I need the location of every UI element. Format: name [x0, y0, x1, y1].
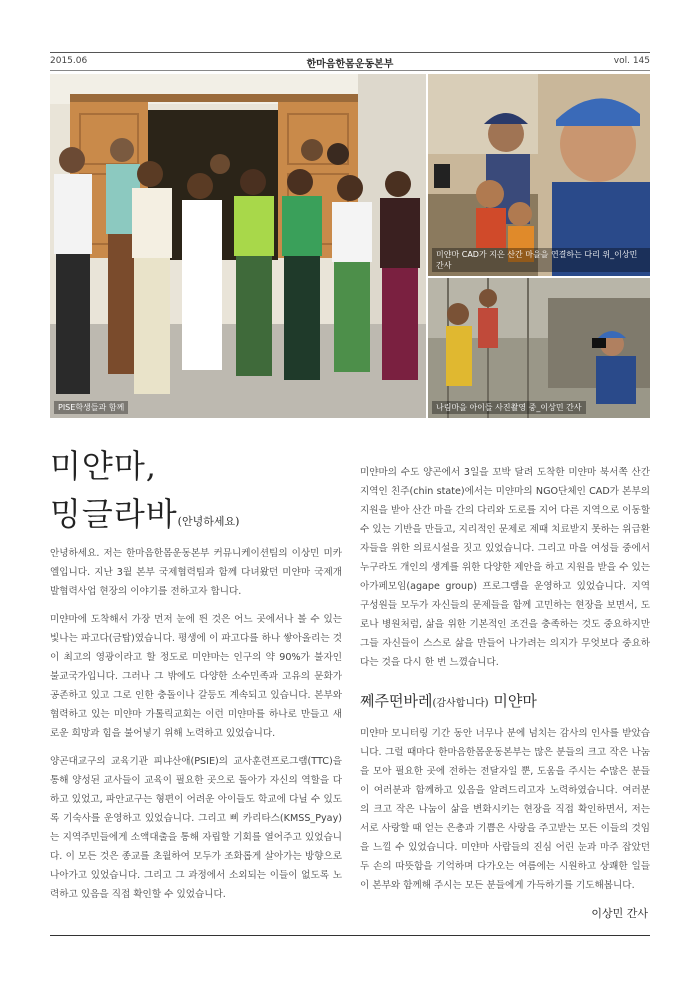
village-photo-illustration: [428, 278, 650, 418]
author-signature: 이상민 간사: [591, 907, 648, 920]
section-heading-main: 쩨주떤바레: [360, 692, 433, 710]
issue-volume: vol. 145: [613, 56, 650, 66]
group-photo-caption: PISE학생들과 함께: [54, 401, 128, 414]
page-header: [50, 52, 650, 70]
paragraph: 안녕하세요. 저는 한마음한몸운동본부 커뮤니케이션팀의 이상민 미카엘입니다. 지난 3월 본부 국제협력팀과 함께 다녀왔던 미얀마 국제개발협력사업 현장의 이야기를 전하고자 합니다.: [50, 548, 342, 597]
group-photo: [50, 74, 426, 418]
paragraph: 미얀마의 수도 양곤에서 3일을 꼬박 달려 도착한 미얀마 북서쪽 산간지역인 친주(chin state)에서는 미얀마의 NGO단체인 CAD가 본부의 지원을 받아 산간 마을 간의 다리와 도로를 지어 다른 지역으로 이동할 수 있는 기반을 만들고, 지리적인 문제로 제때 치료받지 못하는 위급환자들을 위한 의료시설을 짓고 있었습니다. 그리고 마을 여성들 중에서 누구라도 개인의 생계를 위한 다양한 제안을 하고 지원을 받을 수 있는 아가페모임(agape group) 프로그램을 운영하고 있었습니다. 지역 구성원들 모두가 자신들의 문제들을 함께 고민하는 현장을 보면서, 도로나 병원처럼, 삶을 위한 기본적인 조건을 충족하는 것도 중요하지만 그들 자신들이 스스로 삶을 만들어 나가려는 의지가 무엇보다 중요하다는 것을 다시 한 번 느꼈습니다.: [360, 467, 650, 668]
title-subtitle: (안녕하세요): [177, 515, 240, 528]
section-heading-country: 미얀마: [493, 692, 537, 710]
right-column-bottom: [360, 724, 650, 904]
footer-rule: [50, 935, 650, 936]
header-bottom-rule: [50, 70, 650, 71]
paragraph: 미얀마에 도착해서 가장 먼저 눈에 띈 것은 어느 곳에서나 볼 수 있는 빛나는 파고다(금탑)였습니다. 평생에 이 파고다를 하나 쌓아올리는 것이 최고의 영광이라고 할 정도로 미얀마는 인구의 약 90%가 불자인 불교국가입니다. 그러나 그 밖에도 다양한 소수민족과 고유의 문화가 공존하고 있고 그로 인한 충돌이나 갈등도 계속되고 있습니다. 본부와 협력하고 있는 미얀마 가톨릭교회는 이런 미얀마를 하나로 만들고 새로운 희망과 힘을 불어넣기 위해 노력하고 있었습니다.: [50, 614, 342, 739]
bridge-photo-caption: 미얀마 CAD가 지은 산간 마을을 연결하는 다리 위_이상민 간사: [432, 248, 650, 272]
right-column-top: [360, 463, 650, 681]
bridge-photo: [428, 74, 650, 276]
section-heading-sub: (감사합니다): [432, 698, 489, 709]
bridge-photo-illustration: [428, 74, 650, 276]
title-main-text: 밍글라바: [50, 495, 178, 533]
group-photo-illustration: [50, 74, 426, 418]
village-photo: [428, 278, 650, 418]
title-line-1: 미얀마,: [50, 447, 157, 485]
village-photo-caption: 나림마을 아이들 사진촬영 중_이상민 간사: [432, 401, 586, 414]
paragraph: 양곤대교구의 교육기관 피냐산애(PSIE)의 교사훈련프로그램(TTC)을 통해 양성된 교사들이 교육이 필요한 곳으로 돌아가 자신의 역할을 다하고 있었고, 파안교구는 형편이 어려운 아이들도 학교에 다닐 수 있도록 기숙사를 운영하고 있었습니다. 그리고 삐 카리타스(KMSS_Pyay)는 지역주민들에게 소액대출을 통해 자립할 기회를 열어주고 있었습니다. 이 모든 것은 종교를 초월하여 모두가 조화롭게 살아가는 방향으로 나아가고 있었습니다. 그리고 그 과정에서 소외되는 이들이 없도록 노력하고 있음을 직접 확인할 수 있었습니다.: [50, 756, 342, 900]
article-title: [50, 442, 340, 546]
paragraph: 미얀마 모니터링 기간 동안 너무나 분에 넘치는 감사의 인사를 받았습니다. 그럴 때마다 한마음한몸운동본부는 많은 분들의 크고 작은 나눔을 모아 필요한 곳에 전하는 전달자일 뿐, 도움을 주시는 수많은 분들이 여러분과 함께하고 있음을 알려드리고자 노력하였습니다. 여러분의 크고 작은 나눔이 삶을 변화시키는 현장을 직접 확인하면서, 저는 서로 사랑할 때 얻는 은총과 기쁨은 사랑을 주고받는 모든 이들의 것임을 느낄 수 있었습니다. 미얀마 사람들의 진심 어린 눈과 마주 잡았던 두 손의 따뜻함을 기억하며 다가오는 여름에는 시원하고 상쾌한 일들이 본부와 함께해 주시는 모든 분들에게 가득하기를 기도해봅니다.: [360, 728, 650, 891]
publication-name: 한마음한몸운동본부: [306, 59, 394, 70]
left-column: [50, 544, 342, 913]
section-heading: [360, 690, 537, 711]
header-top-rule: [50, 52, 650, 53]
title-line-2: [50, 490, 340, 546]
issue-date: 2015.06: [50, 56, 88, 66]
